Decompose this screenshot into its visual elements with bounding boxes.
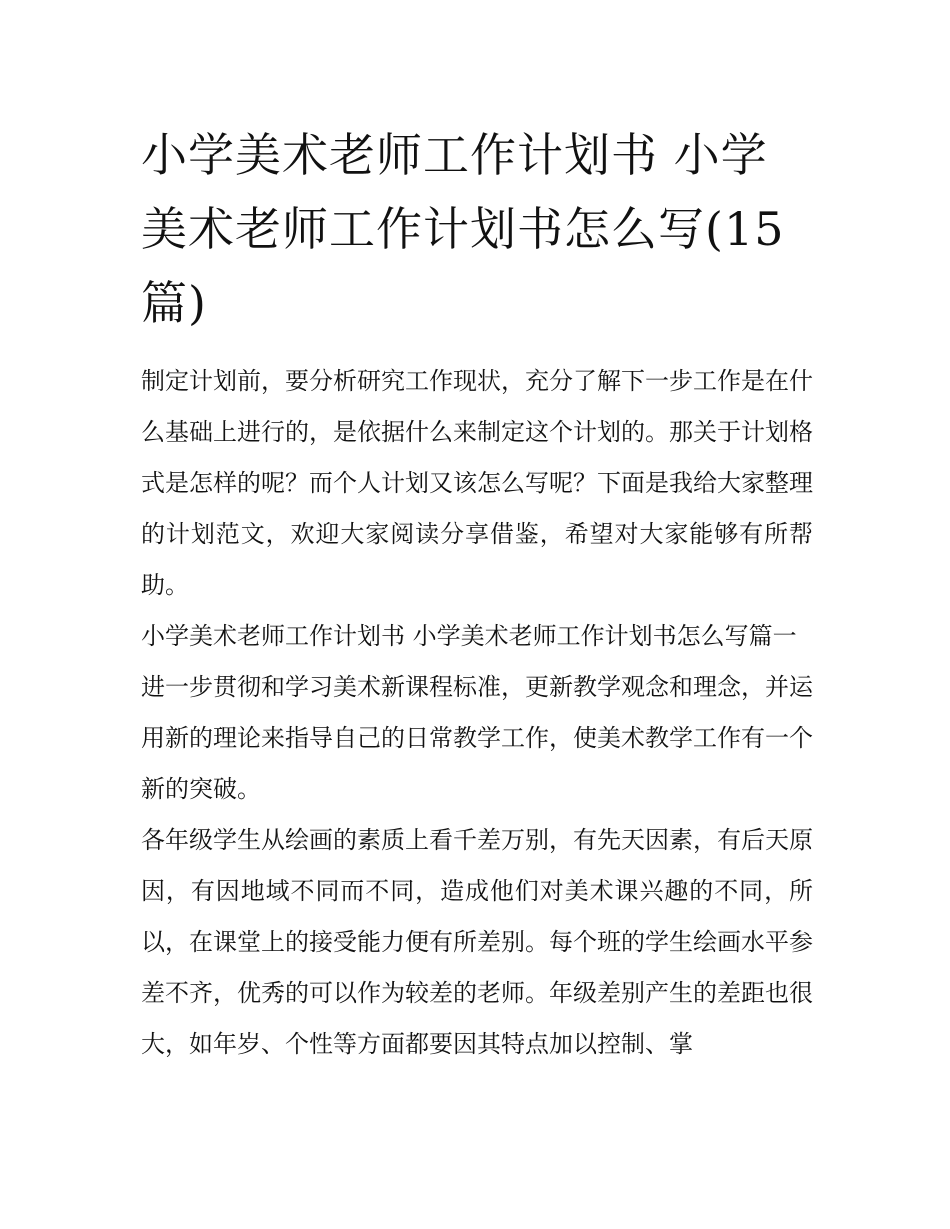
body-paragraph-1: 进一步贯彻和学习美术新课程标准，更新教学观念和理念，并运用新的理论来指导自己的日常教学工作，使美术教学工作有一个新的突破。 [141, 673, 813, 803]
document-page [141, 118, 813, 1070]
intro-paragraph: 制定计划前，要分析研究工作现状，充分了解下一步工作是在什么基础上进行的，是依据什么来制定这个计划的。那关于计划格式是怎样的呢？而个人计划又该怎么写呢？下面是我给大家整理的计划范文，欢迎大家阅读分享借鉴，希望对大家能够有所帮助。 [141, 367, 813, 599]
document-title: 小学美术老师工作计划书 小学美术老师工作计划书怎么写(15篇) [141, 128, 785, 330]
section-heading: 小学美术老师工作计划书 小学美术老师工作计划书怎么写篇一 [141, 622, 797, 650]
body-paragraph-2: 各年级学生从绘画的素质上看千差万别，有先天因素，有后天原因，有因地域不同而不同，造成他们对美术课兴趣的不同，所以，在课堂上的接受能力便有所差别。每个班的学生绘画水平参差不齐，优秀的可以作为较差的老师。年级差别产生的差距也很大，如年岁、个性等方面都要因其特点加以控制、掌 [141, 826, 813, 1058]
